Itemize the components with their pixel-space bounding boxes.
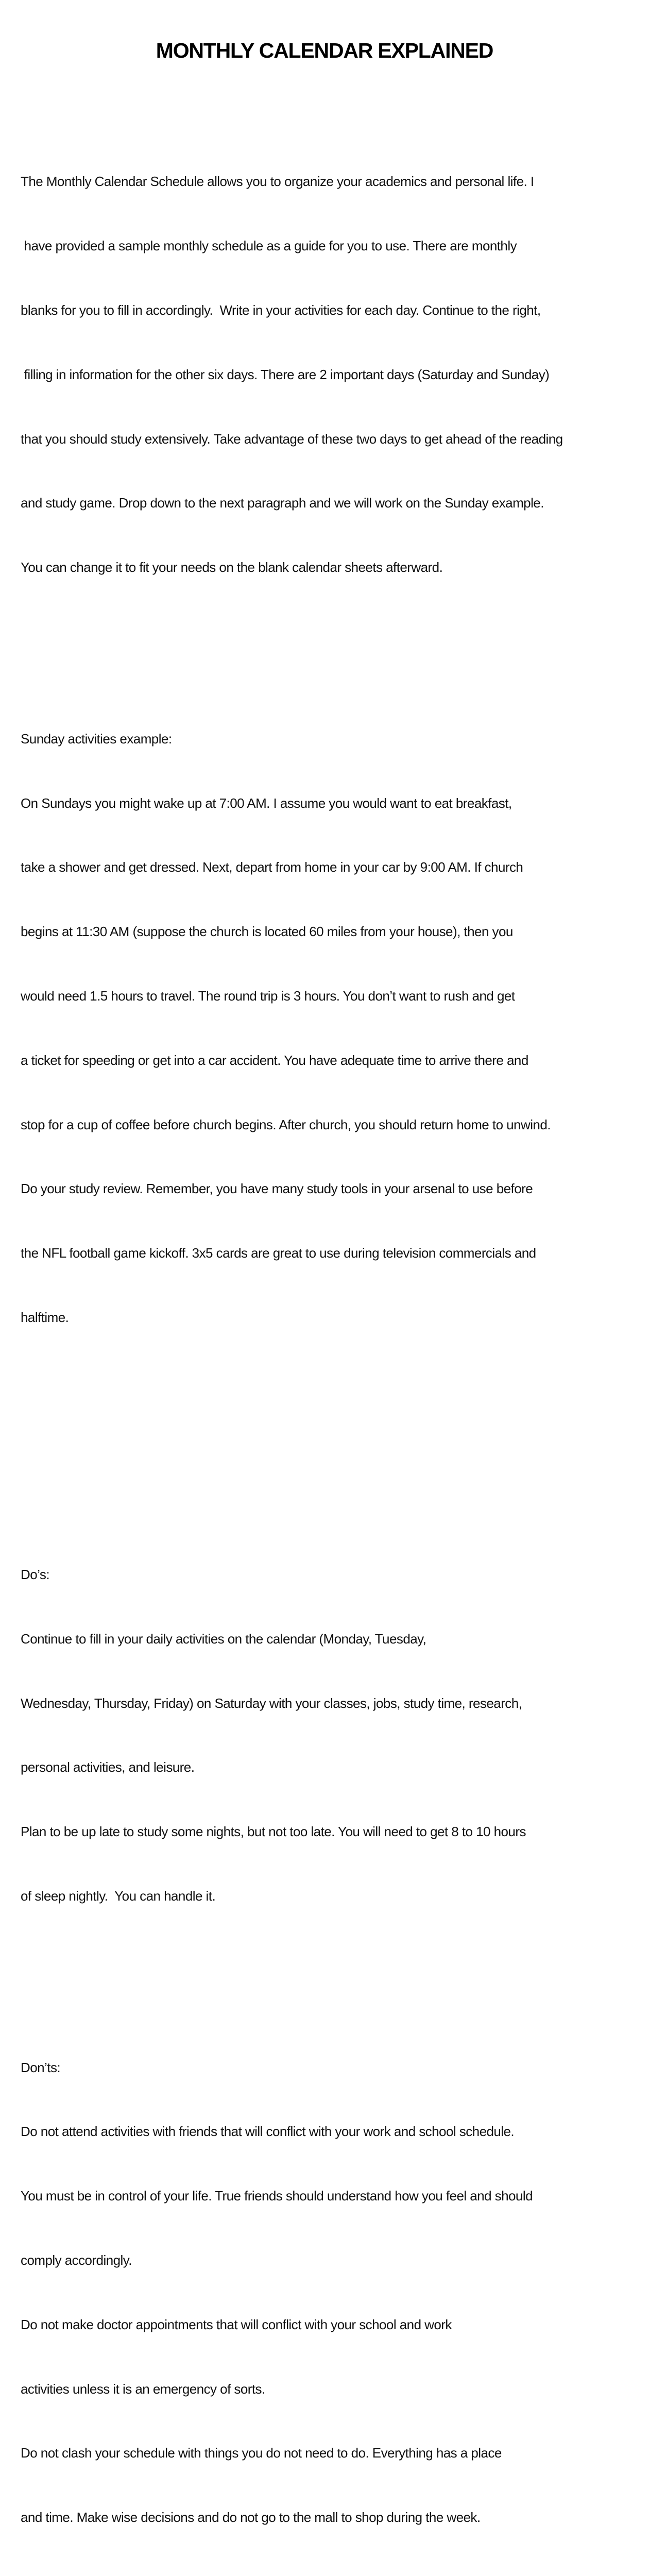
text-line: take a shower and get dressed. Next, depart from home in your car by 9:00 AM. If church: [21, 859, 523, 875]
text-line: On Sundays you might wake up at 7:00 AM. I assume you would want to eat breakfast,: [21, 795, 512, 811]
text-line: personal activities, and leisure.: [21, 1759, 195, 1775]
text-line: a ticket for speeding or get into a car accident. You have adequate time to arrive there and: [21, 1052, 528, 1068]
document-body: [21, 86, 644, 2576]
text-line: would need 1.5 hours to travel. The round trip is 3 hours. You don’t want to rush and get: [21, 988, 515, 1004]
text-line: filling in information for the other six days. There are 2 important days (Saturday and Sunday): [21, 366, 550, 382]
text-line: begins at 11:30 AM (suppose the church is located 60 miles from your house), then you: [21, 924, 513, 940]
text-line: Continue to fill in your daily activities on the calendar (Monday, Tuesday,: [21, 1631, 426, 1647]
text-line: blanks for you to fill in accordingly. Write in your activities for each day. Continue to the right,: [21, 302, 541, 318]
donts-heading: Don’ts:: [21, 2059, 61, 2075]
page-title: MONTHLY CALENDAR EXPLAINED: [156, 39, 493, 62]
text-line: stop for a cup of coffee before church begins. After church, you should return home to unwind.: [21, 1116, 551, 1132]
text-line: of sleep nightly. You can handle it.: [21, 1888, 216, 1904]
text-line: comply accordingly.: [21, 2252, 132, 2268]
text-line: Plan to be up late to study some nights, but not too late. You will need to get 8 to 10 hours: [21, 1824, 526, 1840]
text-line: the NFL football game kickoff. 3x5 cards are great to use during television commercials and: [21, 1245, 536, 1261]
text-line: Wednesday, Thursday, Friday) on Saturday with your classes, jobs, study time, research,: [21, 1695, 522, 1711]
text-line: You can change it to fit your needs on the blank calendar sheets afterward.: [21, 560, 443, 575]
text-line: that you should study extensively. Take advantage of these two days to get ahead of the reading: [21, 431, 563, 447]
sunday-section: [21, 686, 644, 1371]
text-line: have provided a sample monthly schedule as a guide for you to use. There are monthly: [21, 238, 517, 254]
dos-section: [21, 1521, 644, 1950]
text-line: activities unless it is an emergency of sorts.: [21, 2381, 265, 2397]
spacer: [21, 1435, 644, 1457]
text-line: Do not clash your schedule with things you do not need to do. Everything has a place: [21, 2445, 502, 2461]
text-line: The Monthly Calendar Schedule allows you to organize your academics and personal life. I: [21, 174, 534, 190]
sunday-heading: Sunday activities example:: [21, 731, 172, 747]
text-line: and time. Make wise decisions and do not go to the mall to shop during the week.: [21, 2510, 481, 2526]
dos-heading: Do’s:: [21, 1566, 50, 1582]
text-line: Do not attend activities with friends that will conflict with your work and school schedule.: [21, 2124, 515, 2140]
text-line: Do your study review. Remember, you have many study tools in your arsenal to use before: [21, 1181, 533, 1197]
text-line: and study game. Drop down to the next paragraph and we will work on the Sunday example.: [21, 495, 544, 511]
donts-section: [21, 2014, 644, 2571]
text-line: You must be in control of your life. True friends should understand how you feel and should: [21, 2188, 533, 2204]
intro-paragraph: [21, 128, 644, 621]
text-line: Do not make doctor appointments that will conflict with your school and work: [21, 2316, 452, 2332]
text-line: halftime.: [21, 1309, 69, 1325]
